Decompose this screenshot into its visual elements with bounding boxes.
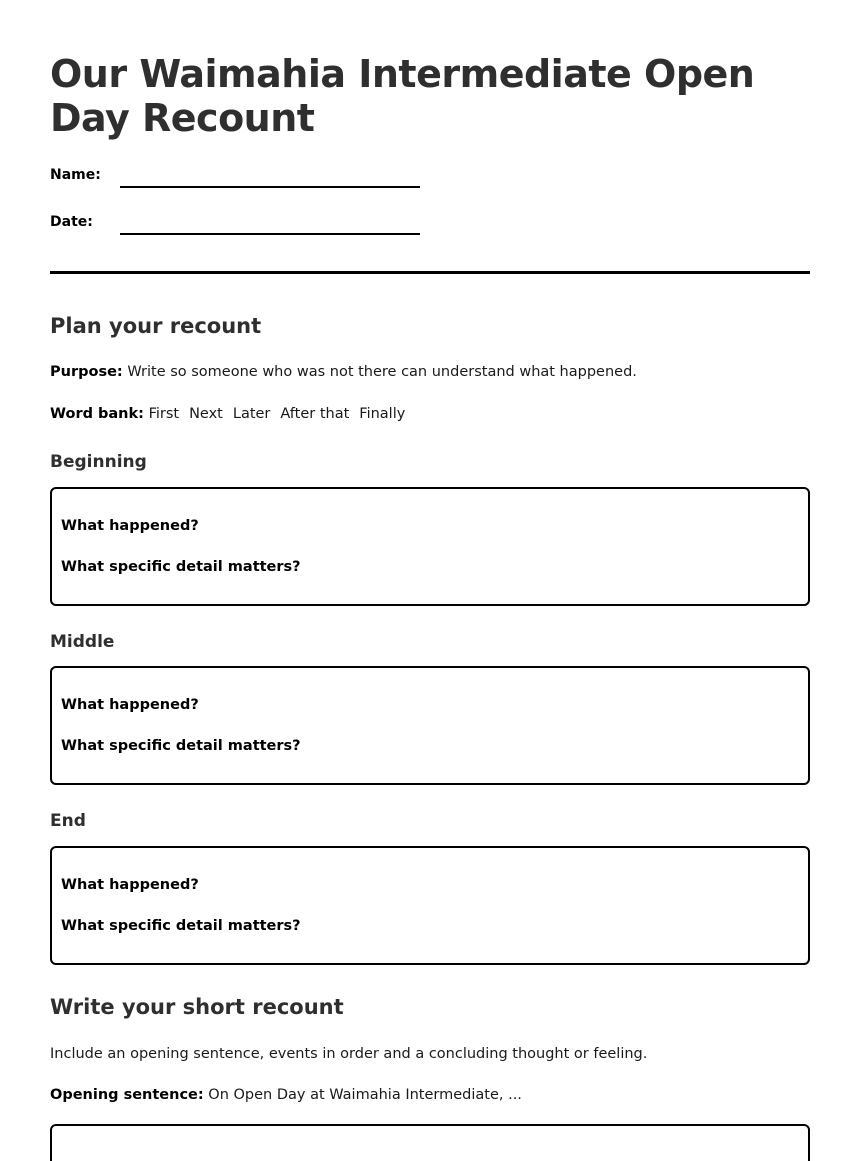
word-bank-line xyxy=(50,404,415,424)
recount-writing-box[interactable] xyxy=(50,1124,810,1161)
name-label: Name: xyxy=(50,167,101,183)
word-bank-word: After that xyxy=(280,406,350,422)
end-heading: End xyxy=(50,811,86,831)
what-happened-prompt: What happened? xyxy=(61,697,199,713)
beginning-box[interactable] xyxy=(50,487,810,606)
middle-heading: Middle xyxy=(50,632,115,652)
date-write-line[interactable] xyxy=(120,233,420,235)
opening-sentence-line xyxy=(50,1085,522,1105)
word-bank-word: Later xyxy=(232,406,271,422)
write-heading: Write your short recount xyxy=(50,995,344,1019)
date-label: Date: xyxy=(50,214,93,230)
middle-box[interactable] xyxy=(50,666,810,785)
specific-detail-prompt: What specific detail matters? xyxy=(61,738,301,754)
page-title: Our Waimahia Intermediate Open Day Recount xyxy=(50,52,755,140)
write-instructions: Include an opening sentence, events in order and a concluding thought or feeling. xyxy=(50,1046,648,1062)
word-bank-word: First xyxy=(148,406,180,422)
word-bank-word: Finally xyxy=(359,406,406,422)
what-happened-prompt: What happened? xyxy=(61,518,199,534)
opening-sentence-text: On Open Day at Waimahia Intermediate, ... xyxy=(208,1087,522,1103)
specific-detail-prompt: What specific detail matters? xyxy=(61,559,301,575)
word-bank-word: Next xyxy=(189,406,223,422)
name-field-row xyxy=(50,166,470,190)
purpose-label: Purpose: xyxy=(50,364,123,380)
word-bank-label: Word bank: xyxy=(50,406,144,422)
date-field-row xyxy=(50,213,470,237)
specific-detail-prompt: What specific detail matters? xyxy=(61,918,301,934)
opening-sentence-label: Opening sentence: xyxy=(50,1087,204,1103)
end-box[interactable] xyxy=(50,846,810,965)
name-write-line[interactable] xyxy=(120,186,420,188)
what-happened-prompt: What happened? xyxy=(61,877,199,893)
header-divider xyxy=(50,271,810,274)
purpose-line xyxy=(50,362,637,382)
plan-heading: Plan your recount xyxy=(50,314,262,338)
purpose-text: Write so someone who was not there can understand what happened. xyxy=(127,364,637,380)
beginning-heading: Beginning xyxy=(50,452,147,472)
